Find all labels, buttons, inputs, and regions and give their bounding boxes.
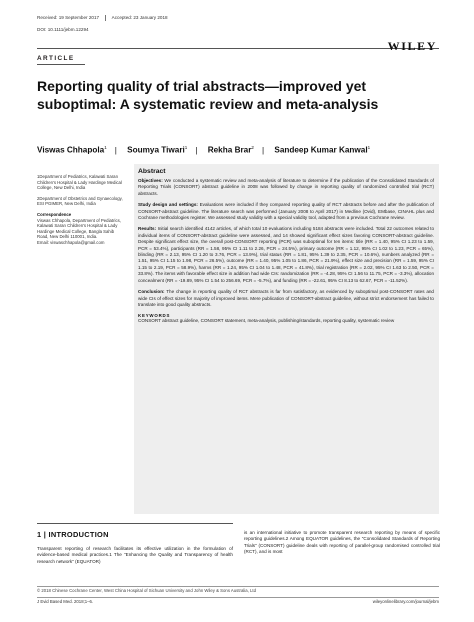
journal-url[interactable]: wileyonlinelibrary.com/journal/jebm [372, 599, 439, 604]
correspondence-email[interactable]: Email: viswaschhapola@gmail.com [37, 239, 105, 245]
author-affiliation-mark: 1 [184, 145, 188, 150]
keywords-text: CONSORT abstract guideline, CONSORT statement, meta-analysis, publishing/standards, reporting quality, systematic review [138, 318, 395, 324]
author-name: Soumya Tiwari [127, 145, 185, 155]
conclusion-label: Conclusion: [138, 289, 165, 295]
design-text: Evaluations were included if they compared reporting quality of RCT abstracts before and after the publication of CONSORT-abstract guideline. The literature search was performed (January 2008 to April 2017) in Medline (Ovid), EMbase, CINAHL plus and Cochrane methodologies register. We assessed study validity with a special validity tool, adapted from a previous Cochrane review. [138, 202, 435, 221]
intro-rule [37, 523, 233, 524]
abstract-heading: Abstract [138, 168, 166, 175]
abstract-conclusion [138, 289, 434, 308]
affiliation-2: 2Department of Obstetrics and Gynaecology, ESI PGIMER, New Delhi, India [37, 195, 123, 207]
author-separator: | [261, 145, 265, 155]
header-rule [37, 48, 439, 49]
author-separator: | [195, 145, 198, 155]
intro-text-right: is an international initiative to promote transparent research reporting by means of specific reporting guidelines.2 Among EQUATOR guidelines, the "Consolidated Standards of Reporting Trials" (CONSORT) guideline deals with reporting of parallel-group randomised controlled trial (RCT), and is most [244, 530, 440, 555]
results-text: Initial search identified 4142 articles, of which total 10 evaluations including 5184 abstracts were included. Total 22 outcomes related to individual items of CONSORT-abstract guideline were assessed, and 14 showed significant effect sizes favoring CONSORT-abstract guideline. Despite significant effect size, the overall post-CONSORT reporting (PCR) was suboptimal for ten items: title (RR = 1.40, 95% CI 1.23 to 1.59, PCR = 53.4%), participants (RR = 1.58, 95% CI 1.11 to 2.26, PCR = 24.5%), primary outcome (RR = 1.12, 95% CI 1.02 to 1.23, PCR = 65%), blinding (RR = 2.13, 95% CI 1.20 to 3.76, PCR = 13.9%), trial status (RR = 1.81, 95% 1.39 to 2.35, PCR = 10.6%), numbers analyzed (RR = 1.51, 95% CI 1.15 to 1.98, PCR = 26.5%), outcome (RR = 1.40, 95% 1.05 to 1.86, PCR = 21.9%), effect size and precision (RR = 1.59, 95% CI 1.15 to 2.19, PCR = 58.9%), harms (RR = 1.24, 95% CI 1.04 to 1.48, PCR = 41.8%), trial registration (RR = 2.02, 95% CI 1.63 to 2.50, PCR = 33.8%). The items with favorable effect size in addition had wide CIs: randomization (RR = -4.28, 95% CI 1.56 to 11.75, PCR = -3.3%), allocation concealment (RR = -19.89, 95% CI 1.54 to 256.69, PCR = -5.7%), and funding (RR = -22.61, 95% CI 8.13 to 62.67, PCR = -11.52%). [138, 226, 434, 283]
abstract-design [138, 202, 434, 221]
objectives-label: Objectives: [138, 178, 163, 183]
footer-rule [37, 586, 439, 587]
results-label: Results: [138, 226, 157, 232]
paper-title: Reporting quality of trial abstracts—improved yet suboptimal: A systematic review and meta-analysis [37, 78, 379, 112]
footer-rule [37, 597, 439, 598]
accepted-date: Accepted: 23 January 2018 [111, 15, 168, 21]
conclusion-text: The change in reporting quality of RCT abstracts is far from satisfactory, as evidenced by suboptimal post-CONSORT rates and wide CIs of effect sizes for majority of improved items. Mere publication of CONSORT-abstract guideline, without strict endorsement has failed to translate into good quality abstracts. [138, 289, 434, 307]
author-name: Viswas Chhapola [37, 145, 105, 155]
publisher-logo: WILEY [387, 39, 437, 53]
author-list [37, 145, 457, 155]
affiliation-1: 1Department of Pediatrics, Kalawati Saran Children's Hospital & Lady Hardinge Medical College, New Delhi, India [37, 174, 122, 191]
journal-citation: J Evid Based Med. 2018;1–6. [37, 599, 94, 604]
article-type-label: ARTICLE [37, 55, 75, 62]
author-name: Sandeep Kumar Kanwal [274, 145, 368, 155]
received-date: Received: 19 September 2017 [37, 15, 100, 21]
doi[interactable]: DOI: 10.1111/jebm.12294 [37, 27, 89, 32]
article-history [37, 15, 437, 21]
keywords-heading: KEYWORDS [138, 313, 171, 319]
correspondence-address: Viswas Chhapola, Department of Pediatrics, Kalawati Saran Children's Hospital & Lady Hardinge Medical College, Bangla Sahib Road, New Delhi 110001, India. [37, 217, 121, 240]
author-separator: | [114, 145, 117, 155]
design-label: Study design and settings: [138, 202, 198, 208]
abstract-objectives [138, 178, 434, 197]
article-tag-rule [37, 64, 85, 65]
author-affiliation-mark: 1 [104, 145, 107, 150]
introduction-heading: 1 | INTRODUCTION [37, 530, 109, 539]
abstract-box [134, 164, 439, 514]
abstract-results [138, 226, 434, 284]
meta-separator [105, 15, 106, 21]
author-name: Rekha Brar [207, 145, 252, 155]
affiliations-column [37, 174, 123, 251]
copyright-line: © 2018 Chinese Cochrane Center, West China Hospital of Sichuan University and John Wiley & Sons Australia, Ltd [37, 588, 257, 593]
intro-text-left: Transparent reporting of research facilitates its effective utilization in the formulation of evidence-based medical practices.1 The "Enhancing the Quality and Transparency of health research network" (EQUATOR) [37, 546, 233, 564]
author-affiliation-mark: 1 [367, 145, 371, 150]
objectives-text: We conducted a systematic review and meta-analysis of literature to determine if the publication of the Consolidated Standards of Reporting Trials (CONSORT) abstract guideline in 2008 was followed by change in reporting quality of randomized controlled trial (RCT) abstracts. [138, 178, 434, 196]
correspondence-heading: Correspondence [37, 211, 72, 217]
author-affiliation-mark: 2 [251, 145, 254, 150]
